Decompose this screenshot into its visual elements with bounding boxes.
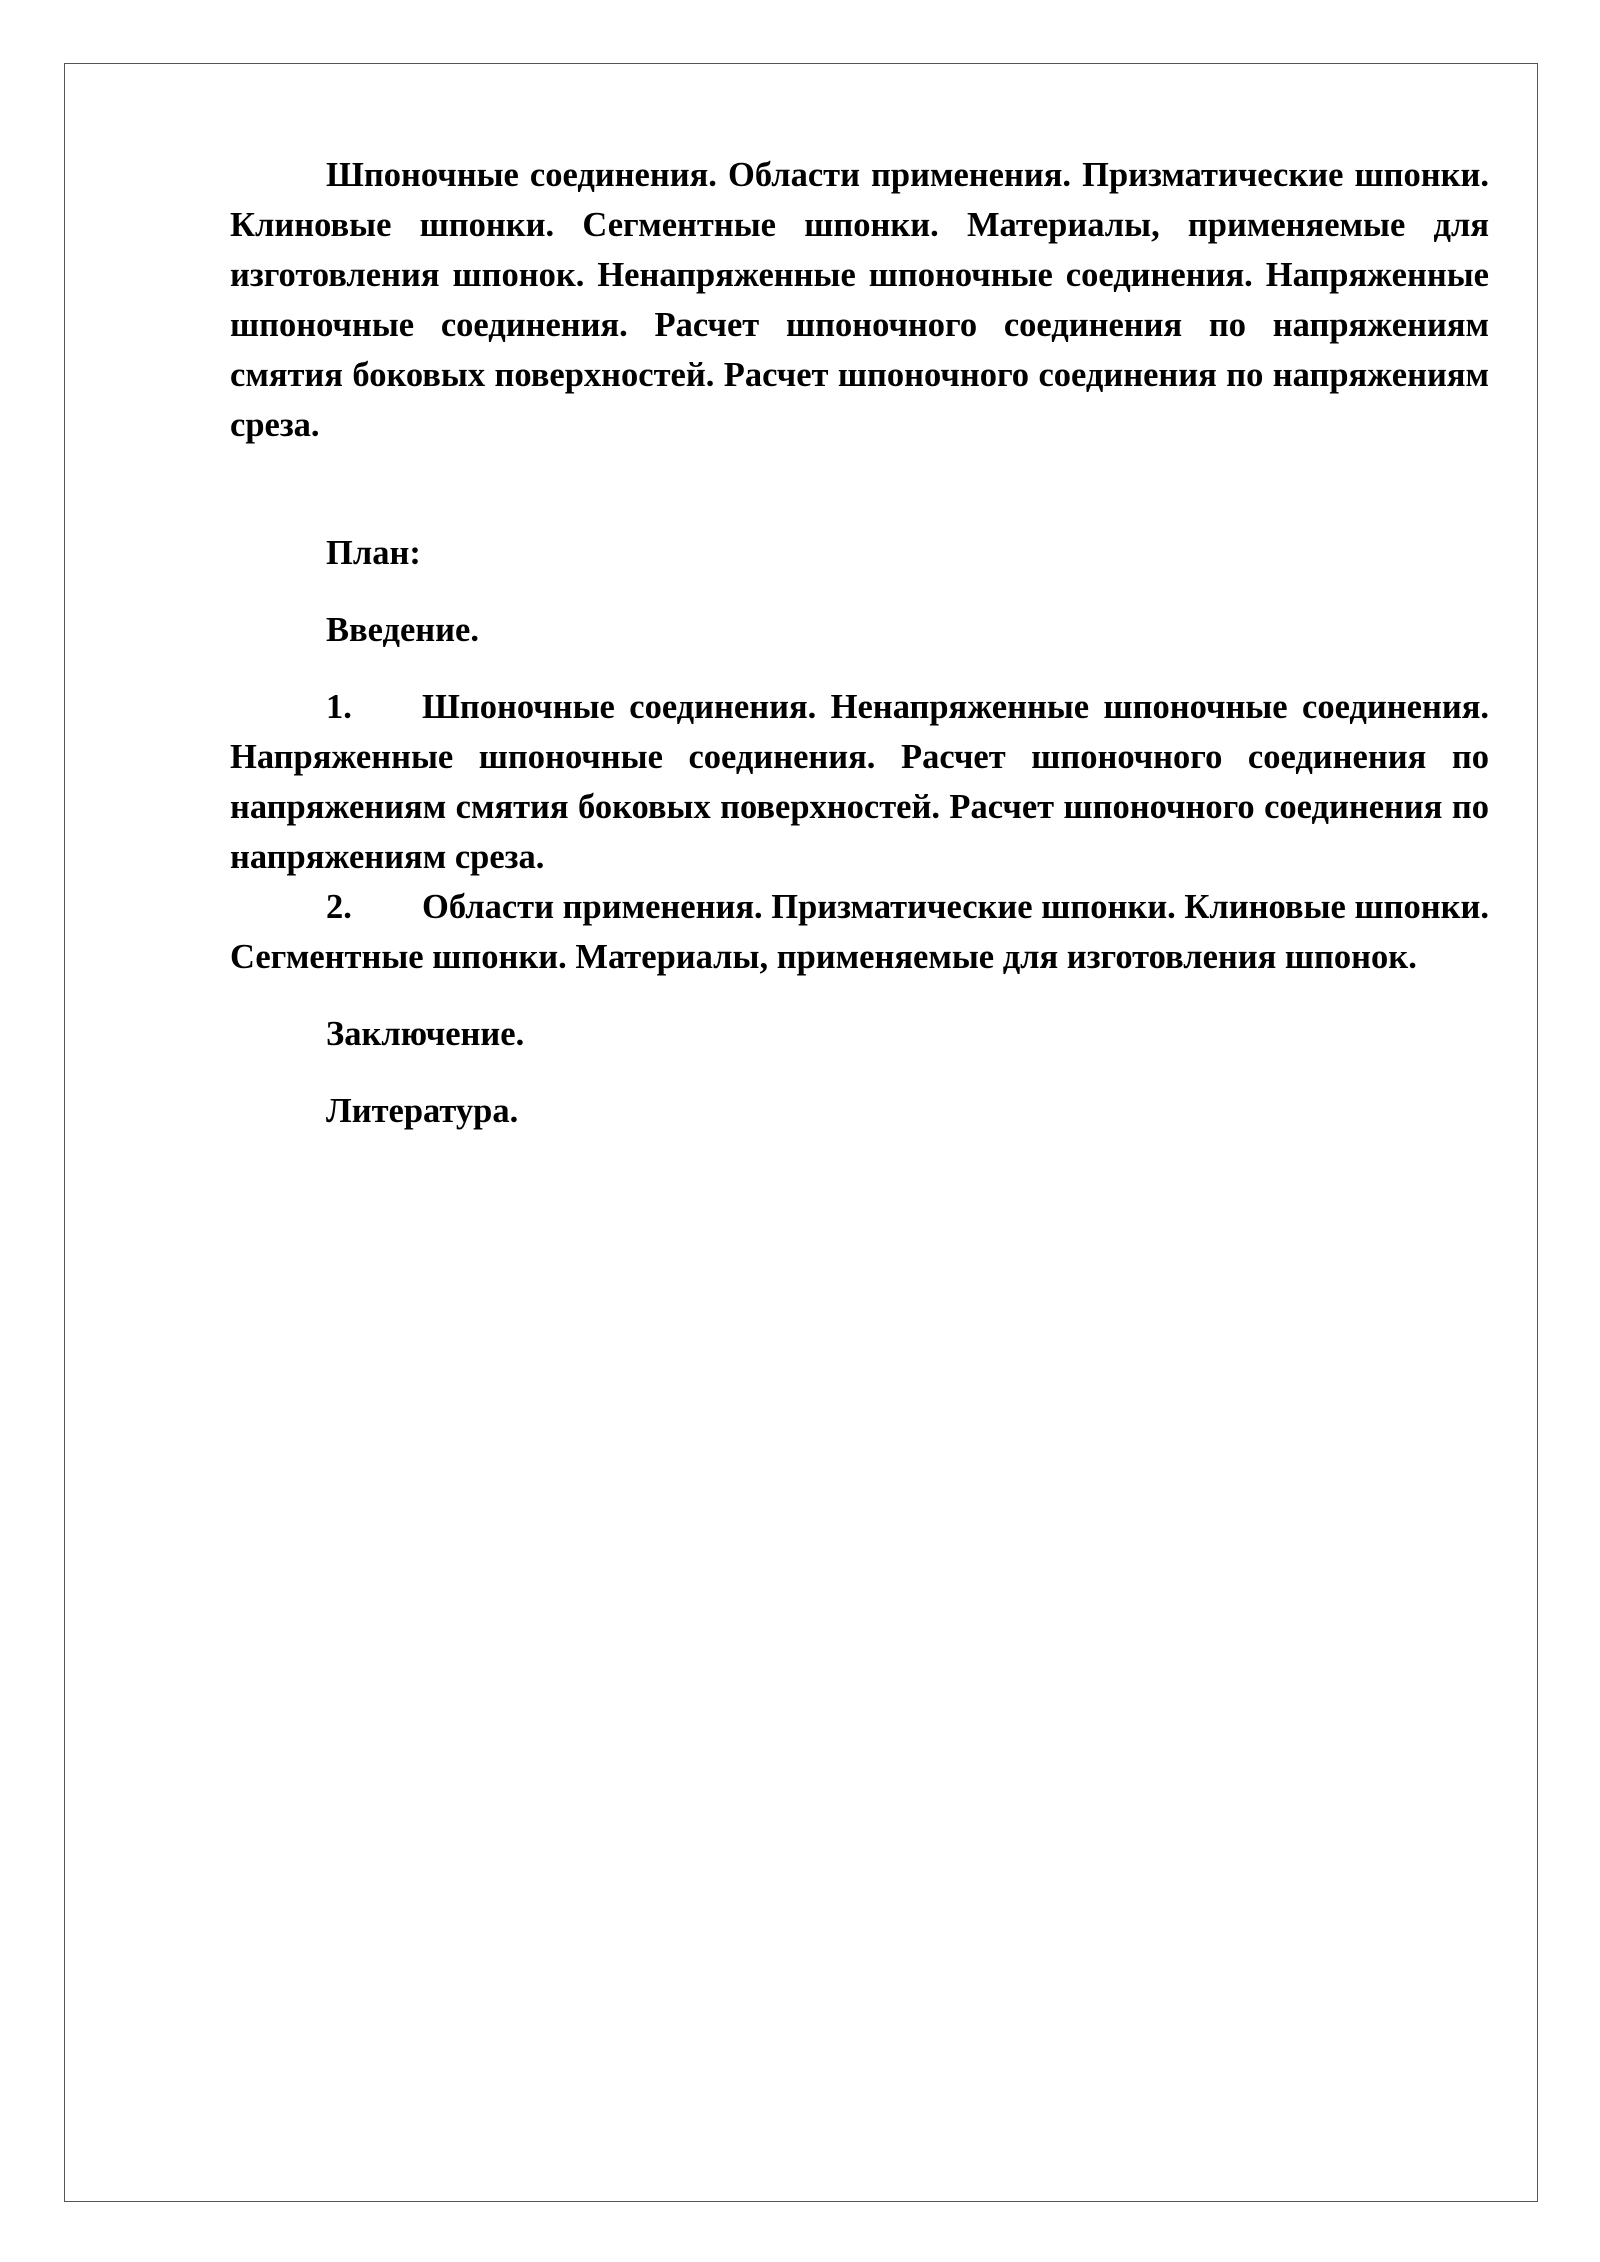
introduction-heading: Введение. — [326, 611, 479, 649]
list-item — [230, 882, 1489, 982]
list-item-number: 1. — [326, 688, 352, 726]
conclusion-heading: Заключение. — [326, 1015, 525, 1053]
document-body — [230, 150, 1489, 1163]
literature-heading: Литература. — [326, 1092, 519, 1130]
list-item-text: Области применения. Призматические шпонки. Клиновые шпонки. Сегментные шпонки. Материалы, применяемые для изготовления шпонок. — [230, 888, 1489, 976]
title-paragraph: Шпоночные соединения. Области применения. Призматические шпонки. Клиновые шпонки. Сегментные шпонки. Материалы, применяемые для изготовления шпонок. Ненапряженные шпоночные соединения. Напряженные шпоночные соединения. Расчет шпоночного соединения по напряжениям смятия боковых поверхностей. Расчет шпоночного соединения по напряжениям среза. — [230, 156, 1489, 444]
plan-heading: План: — [326, 534, 421, 572]
list-item — [230, 682, 1489, 882]
list-item-number: 2. — [326, 888, 352, 926]
list-item-text: Шпоночные соединения. Ненапряженные шпоночные соединения. Напряженные шпоночные соединения. Расчет шпоночного соединения по напряжениям смятия боковых поверхностей. Расчет шпоночного соединения по напряжениям среза. — [230, 688, 1489, 876]
plan-list — [230, 682, 1489, 982]
